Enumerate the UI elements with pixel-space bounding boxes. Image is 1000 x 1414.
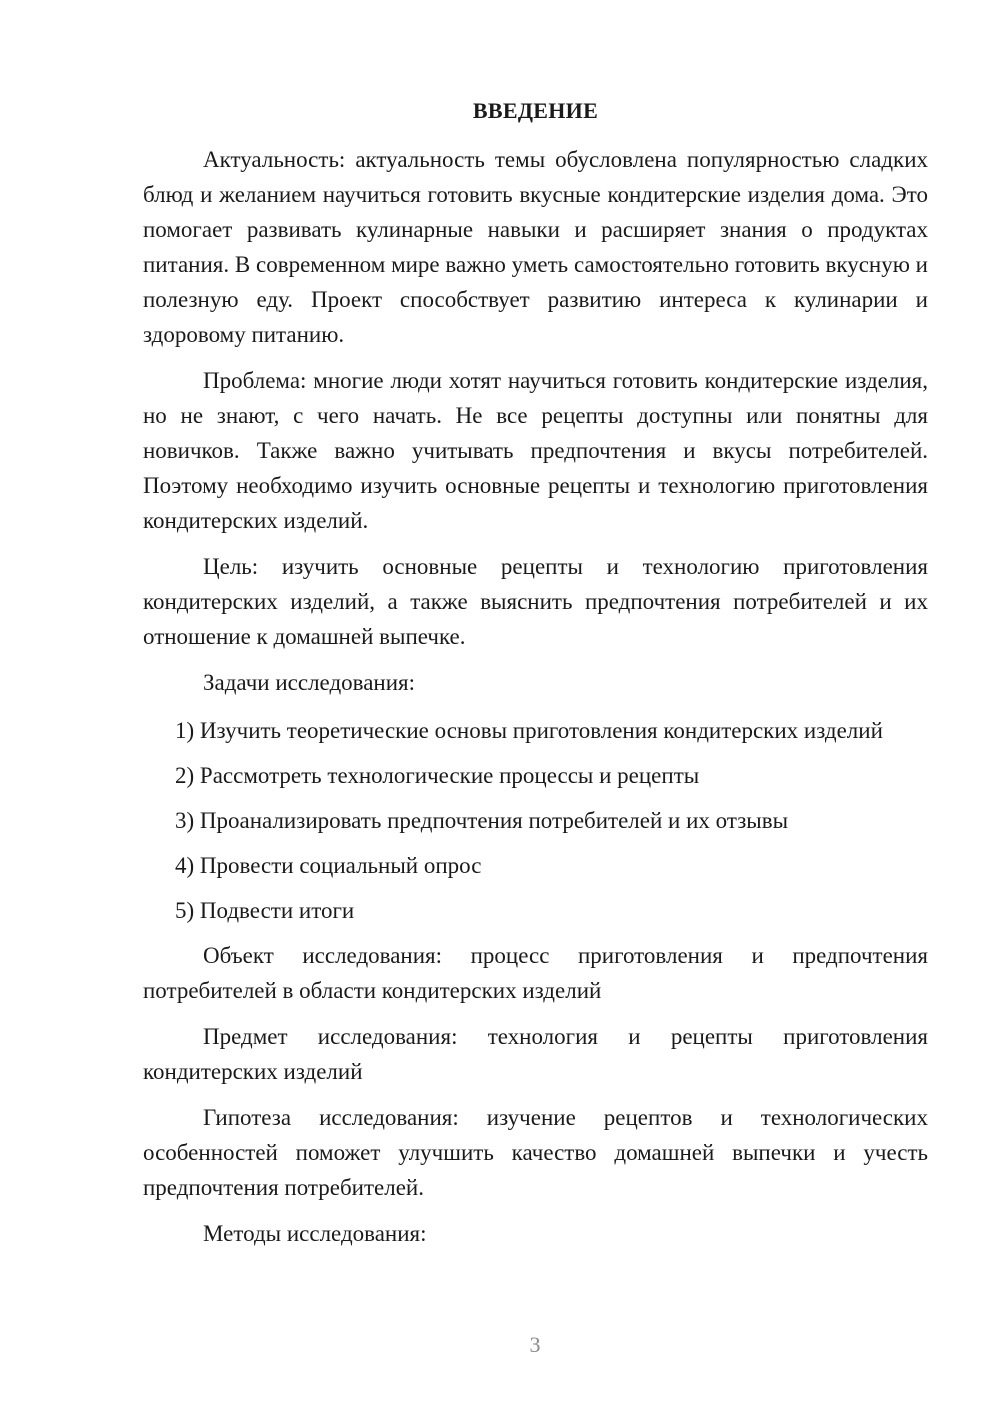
tasks-label: Задачи исследования:	[203, 670, 416, 695]
goal-paragraph: Цель: изучить основные рецепты и технологию приготовления кондитерских изделий, а также выяснить предпочтения потребителей и их отношение к домашней выпечке.	[143, 554, 928, 649]
subject-paragraph: Предмет исследования: технология и рецепты приготовления кондитерских изделий	[143, 1024, 928, 1084]
list-item: 1) Изучить теоретические основы приготовления кондитерских изделий	[175, 718, 883, 743]
relevance-paragraph: Актуальность: актуальность темы обусловлена популярностью сладких блюд и желанием научиться готовить вкусные кондитерские изделия дома. Это помогает развивать кулинарные навыки и расширяет знания о продуктах питания. В современном мире важно уметь самостоятельно готовить вкусную и полезную еду. Проект способствует развитию интереса к кулинарии и здоровому питанию.	[143, 147, 928, 347]
hypothesis-paragraph: Гипотеза исследования: изучение рецептов и технологических особенностей поможет улучшить качество домашней выпечки и учесть предпочтения потребителей.	[143, 1105, 928, 1200]
list-item: 5) Подвести итоги	[175, 898, 355, 923]
list-item: 2) Рассмотреть технологические процессы и рецепты	[175, 763, 700, 788]
tasks-list	[143, 713, 928, 928]
methods-label: Методы исследования:	[203, 1221, 427, 1246]
page-heading: ВВЕДЕНИЕ	[472, 98, 599, 123]
list-item: 4) Провести социальный опрос	[175, 853, 482, 878]
page-content	[143, 96, 928, 1262]
problem-paragraph: Проблема: многие люди хотят научиться готовить кондитерские изделия, но не знают, с чего начать. Не все рецепты доступны или понятны для новичков. Также важно учитывать предпочтения и вкусы потребителей. Поэтому необходимо изучить основные рецепты и технологию приготовления кондитерских изделий.	[143, 368, 928, 533]
object-paragraph: Объект исследования: процесс приготовления и предпочтения потребителей в области кондитерских изделий	[143, 943, 928, 1003]
page-number: 3	[529, 1332, 541, 1357]
list-item: 3) Проанализировать предпочтения потребителей и их отзывы	[175, 808, 789, 833]
